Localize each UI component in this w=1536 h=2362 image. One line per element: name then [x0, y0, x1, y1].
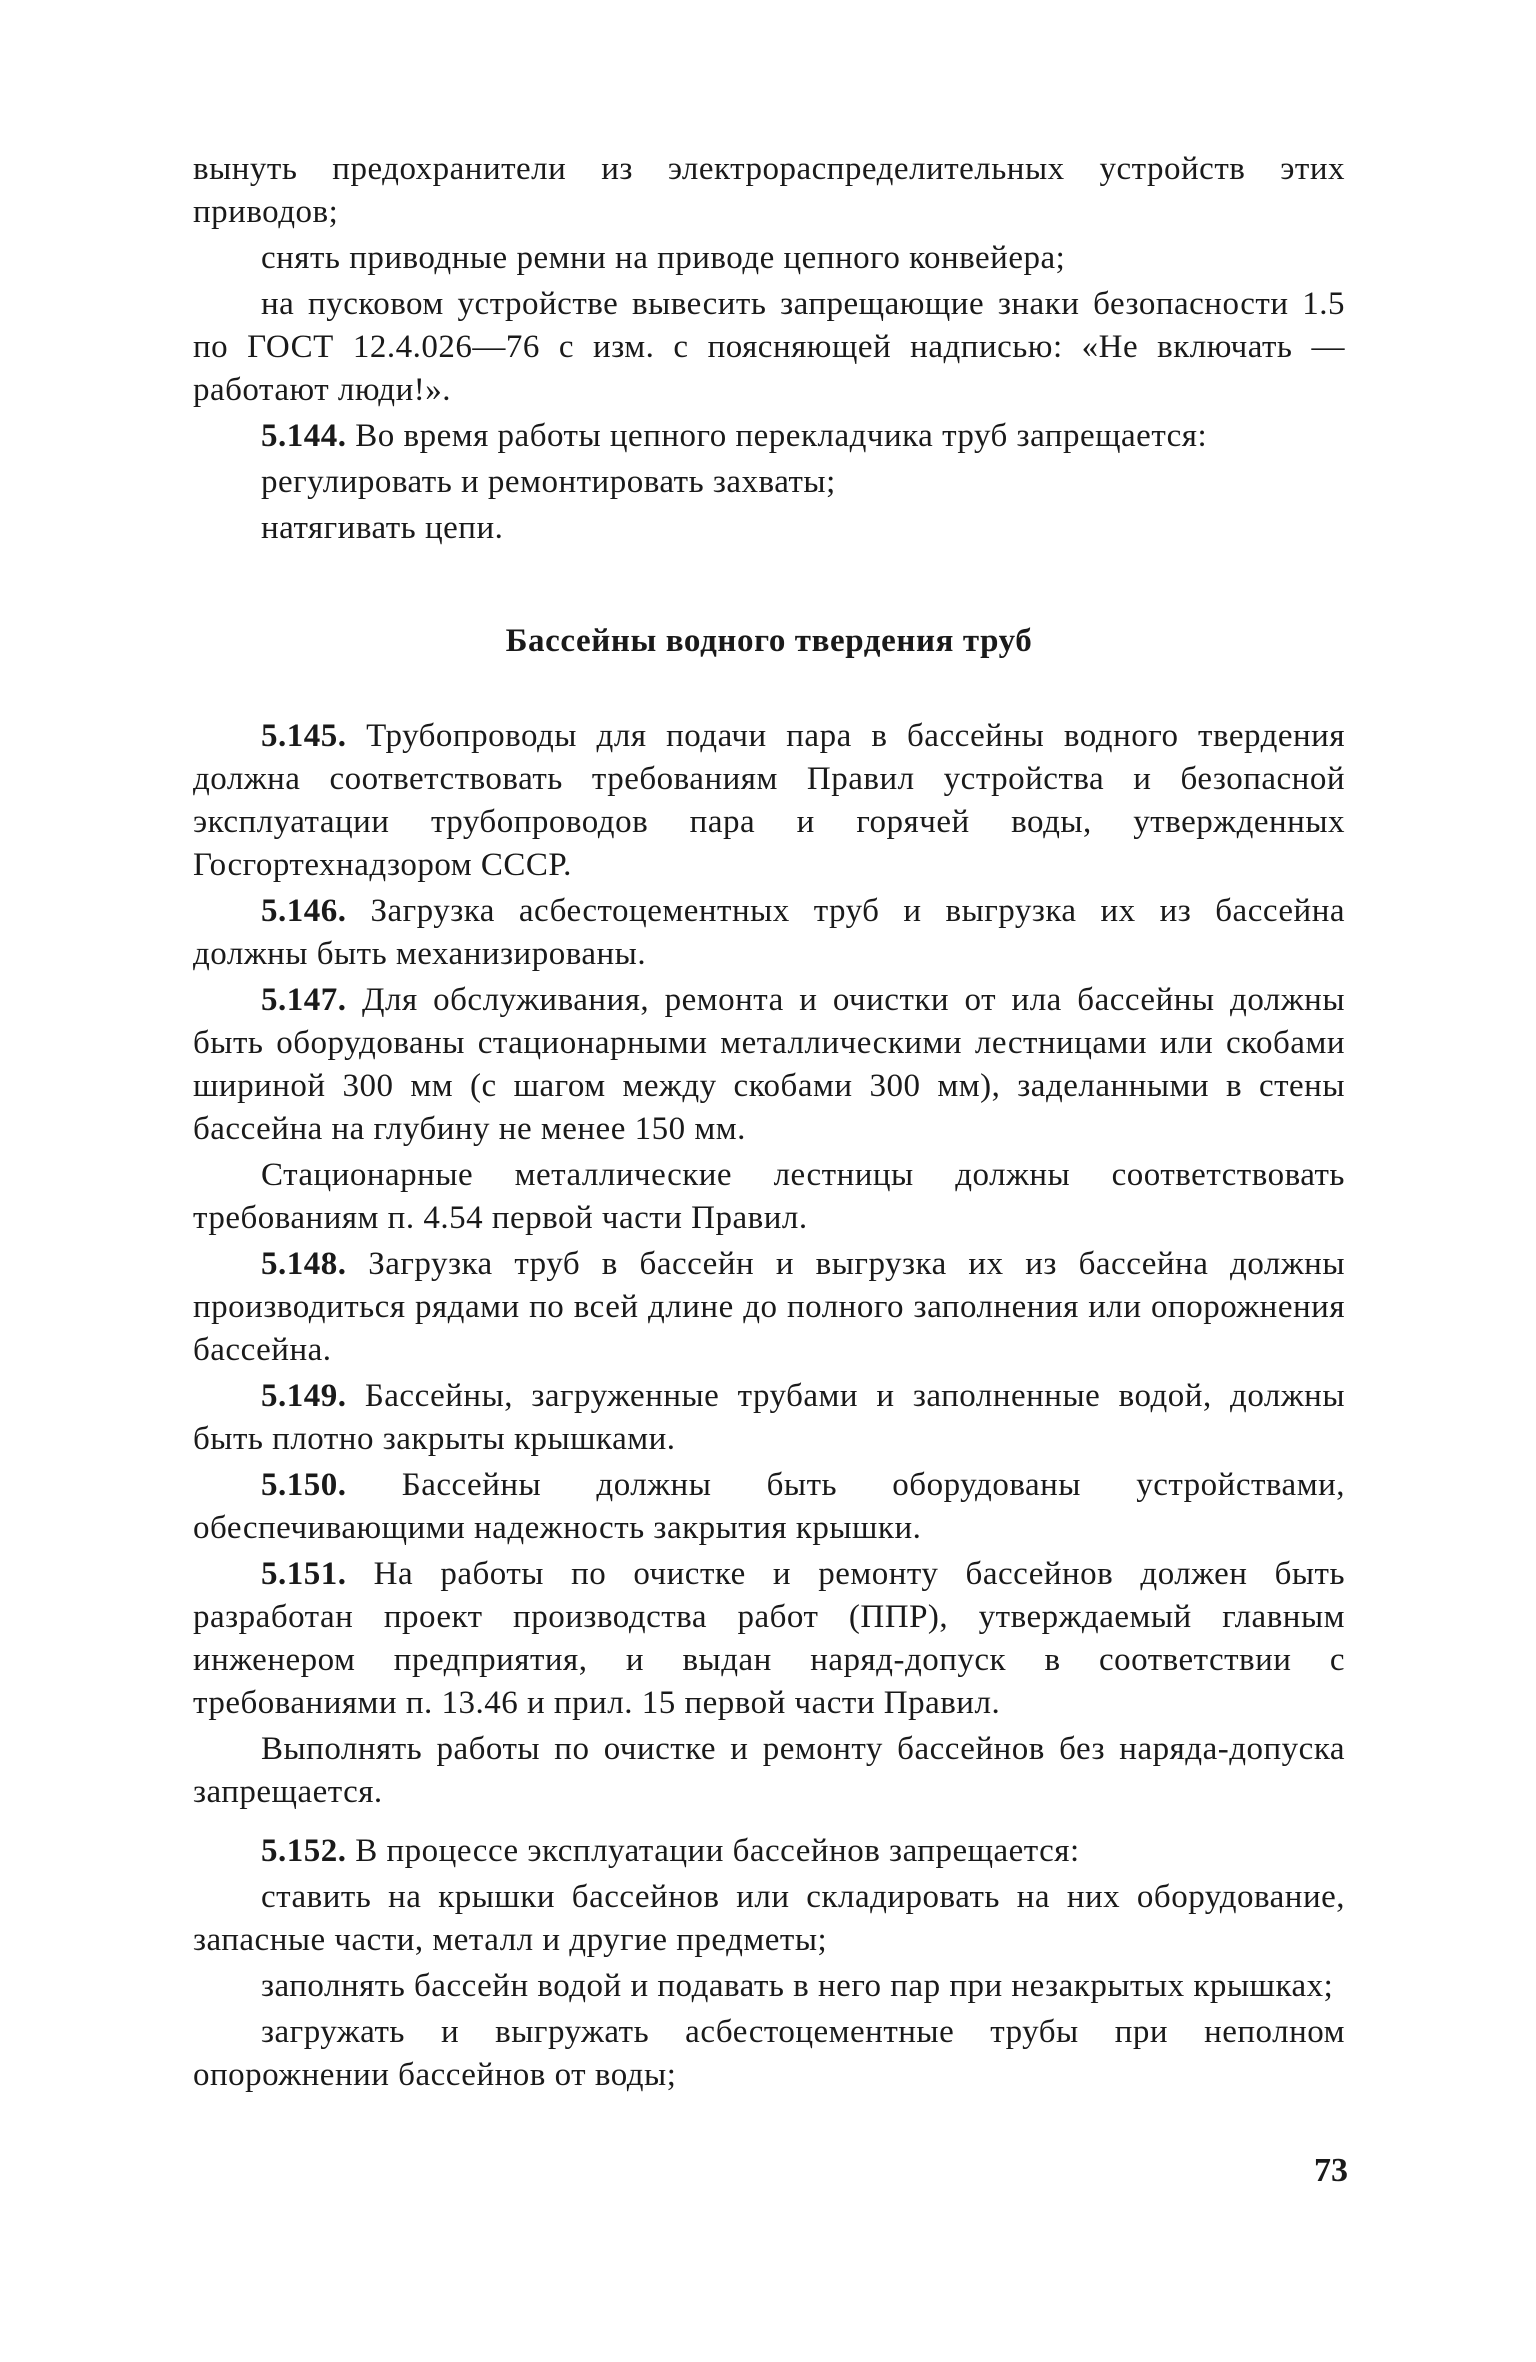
clause-5-145: [193, 715, 1345, 887]
clause-5-146: [193, 890, 1345, 976]
paragraph: [193, 1154, 1345, 1240]
clause-text: Стационарные металлические лестницы должны соответствовать требованиям п. 4.54 первой части Правил.: [193, 1157, 1345, 1236]
clause-number: 5.146.: [261, 893, 347, 929]
clause-text: Бассейны должны быть оборудованы устройствами, обеспечивающими надежность закрытия крышки.: [193, 1467, 1345, 1546]
clause-text: В процессе эксплуатации бассейнов запрещается:: [355, 1833, 1080, 1869]
list-item: натягивать цепи.: [261, 510, 504, 546]
clause-number: 5.147.: [261, 982, 347, 1018]
clause-5-149: [193, 1375, 1345, 1461]
paragraph: вынуть предохранители из электрораспределительных устройств этих приводов;: [193, 151, 1345, 230]
clause-number: 5.145.: [261, 718, 347, 754]
clause-number: 5.144.: [261, 418, 347, 454]
clause-number: 5.152.: [261, 1833, 347, 1869]
list-item: загружать и выгружать асбестоцементные трубы при неполном опорожнении бассейнов от воды;: [193, 2014, 1345, 2093]
document-body: [193, 148, 1345, 2100]
section-heading: Бассейны водного твердения труб: [505, 623, 1033, 659]
clause-5-148: [193, 1243, 1345, 1372]
clause-number: 5.150.: [261, 1467, 347, 1503]
clause-number: 5.151.: [261, 1556, 347, 1592]
list-item: заполнять бассейн водой и подавать в него пар при незакрытых крышках;: [261, 1968, 1334, 2004]
clause-text: Загрузка труб в бассейн и выгрузка их из бассейна должны производиться рядами по всей длине до полного заполнения или опорожнения бассейна.: [193, 1246, 1346, 1368]
page-number: 73: [1314, 2152, 1348, 2189]
paragraph: на пусковом устройстве вывесить запрещающие знаки безопасности 1.5 по ГОСТ 12.4.026—76 с изм. с поясняющей надписью: «Не включать — работают люди!».: [193, 286, 1345, 408]
clause-5-147: [193, 979, 1345, 1151]
clause-5-152: [193, 1830, 1345, 1873]
paragraph: снять приводные ремни на приводе цепного конвейера;: [261, 240, 1066, 276]
clause-text: Для обслуживания, ремонта и очистки от ила бассейны должны быть оборудованы стационарными металлическими лестницами или скобами шириной 300 мм (с шагом между скобами 300 мм), заделанными в стены бассейна на глубину не менее 150 мм.: [193, 982, 1346, 1147]
clause-text: Загрузка асбестоцементных труб и выгрузка их из бассейна должны быть механизированы.: [193, 893, 1346, 972]
clause-5-144: [193, 415, 1345, 458]
clause-text: Бассейны, загруженные трубами и заполненные водой, должны быть плотно закрыты крышками.: [193, 1378, 1345, 1457]
clause-text: Во время работы цепного перекладчика труб запрещается:: [355, 418, 1208, 454]
paragraph: [193, 1728, 1345, 1814]
clause-number: 5.148.: [261, 1246, 347, 1282]
clause-text: На работы по очистке и ремонту бассейнов должен быть разработан проект производства работ (ППР), утверждаемый главным инженером предприятия, и выдан наряд-допуск в соответствии с требованиями п. 13.46 и прил. 15 первой части Правил.: [193, 1556, 1346, 1721]
clause-5-150: [193, 1464, 1345, 1550]
clause-text: Трубопроводы для подачи пара в бассейны водного твердения должна соответствовать требованиям Правил устройства и безопасной эксплуатации трубопроводов пара и горячей воды, утвержденных Госгортехнадзором СССР.: [193, 718, 1346, 883]
list-item: регулировать и ремонтировать захваты;: [261, 464, 836, 500]
clause-5-151: [193, 1553, 1345, 1725]
clause-text: Выполнять работы по очистке и ремонту бассейнов без наряда-допуска запрещается.: [193, 1731, 1345, 1810]
list-item: ставить на крышки бассейнов или складировать на них оборудование, запасные части, металл и другие предметы;: [193, 1879, 1345, 1958]
clause-number: 5.149.: [261, 1378, 347, 1414]
